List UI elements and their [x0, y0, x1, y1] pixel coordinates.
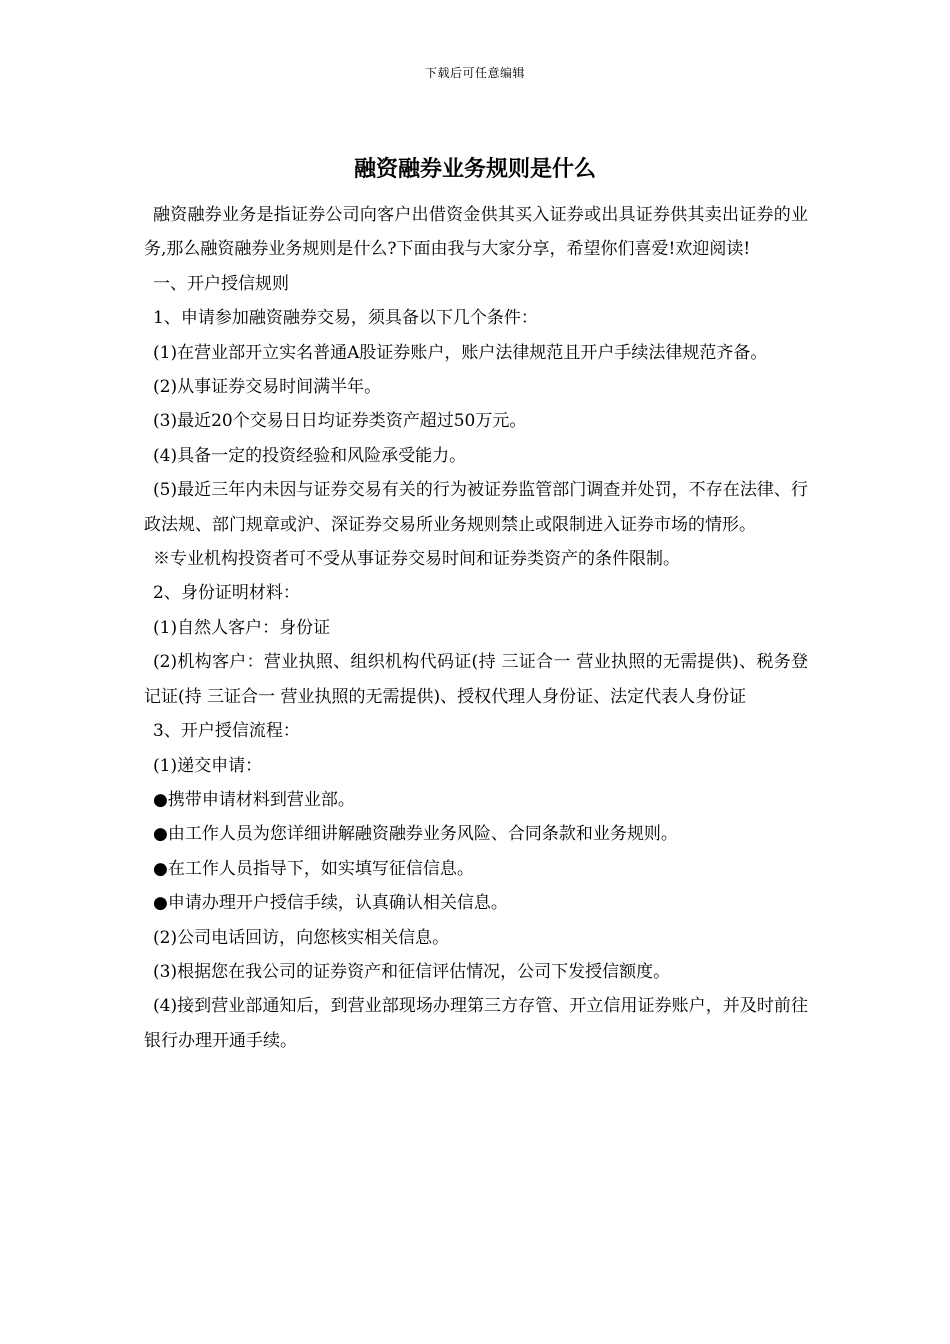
condition-item-2: (2)从事证券交易时间满半年。 [153, 377, 382, 398]
condition-note: ※专业机构投资者可不受从事证券交易时间和证券类资产的条件限制。 [153, 549, 680, 570]
subsection-heading-conditions: 1、申请参加融资融券交易，须具备以下几个条件： [153, 308, 538, 329]
process-bullet-2: ●由工作人员为您详细讲解融资融券业务风险、合同条款和业务规则。 [153, 824, 678, 845]
id-material-item-1: (1)自然人客户：身份证 [153, 617, 331, 638]
intro-paragraph: 融资融券业务是指证券公司向客户出借资金供其买入证券或出具证券供其卖出证券的业务,那么融资融券业务规则是什么?下面由我与大家分享，希望你们喜爱!欢迎阅读! [144, 205, 808, 260]
subsection-heading-process: 3、开户授信流程： [153, 721, 300, 742]
condition-item-5: (5)最近三年内未因与证券交易有关的行为被证券监管部门调查并处罚，不存在法律、行政法规、部门规章或沪、深证券交易所业务规则禁止或限制进入证券市场的情形。 [144, 480, 808, 535]
subsection-heading-id-materials: 2、身份证明材料： [153, 583, 300, 604]
process-step-3: (3)根据您在我公司的证券资产和征信评估情况，公司下发授信额度。 [153, 961, 671, 982]
condition-item-3: (3)最近20个交易日日均证券类资产超过50万元。 [153, 411, 527, 432]
condition-item-4: (4)具备一定的投资经验和风险承受能力。 [153, 445, 467, 466]
condition-item-1: (1)在营业部开立实名普通A股证券账户，账户法律规范且开户手续法律规范齐备。 [153, 342, 768, 363]
id-material-item-2: (2)机构客户：营业执照、组织机构代码证(持 三证合一 营业执照的无需提供)、税务登记证(持 三证合一 营业执照的无需提供)、授权代理人身份证、法定代表人身份证 [144, 652, 808, 707]
process-step-1: (1)递交申请： [153, 755, 263, 776]
process-bullet-4: ●申请办理开户授信手续，认真确认相关信息。 [153, 893, 508, 914]
process-step-4: (4)接到营业部通知后，到营业部现场办理第三方存管、开立信用证券账户，并及时前往银行办理开通手续。 [144, 996, 808, 1051]
process-bullet-3: ●在工作人员指导下，如实填写征信信息。 [153, 858, 474, 879]
section-heading-account-credit-rules: 一、开户授信规则 [153, 273, 289, 294]
document-body [144, 198, 808, 1058]
process-step-2: (2)公司电话回访，向您核实相关信息。 [153, 927, 450, 948]
page-header-note: 下载后可任意编辑 [424, 66, 525, 80]
document-title: 融资融券业务规则是什么 [353, 156, 596, 182]
process-bullet-1: ●携带申请材料到营业部。 [153, 789, 355, 810]
